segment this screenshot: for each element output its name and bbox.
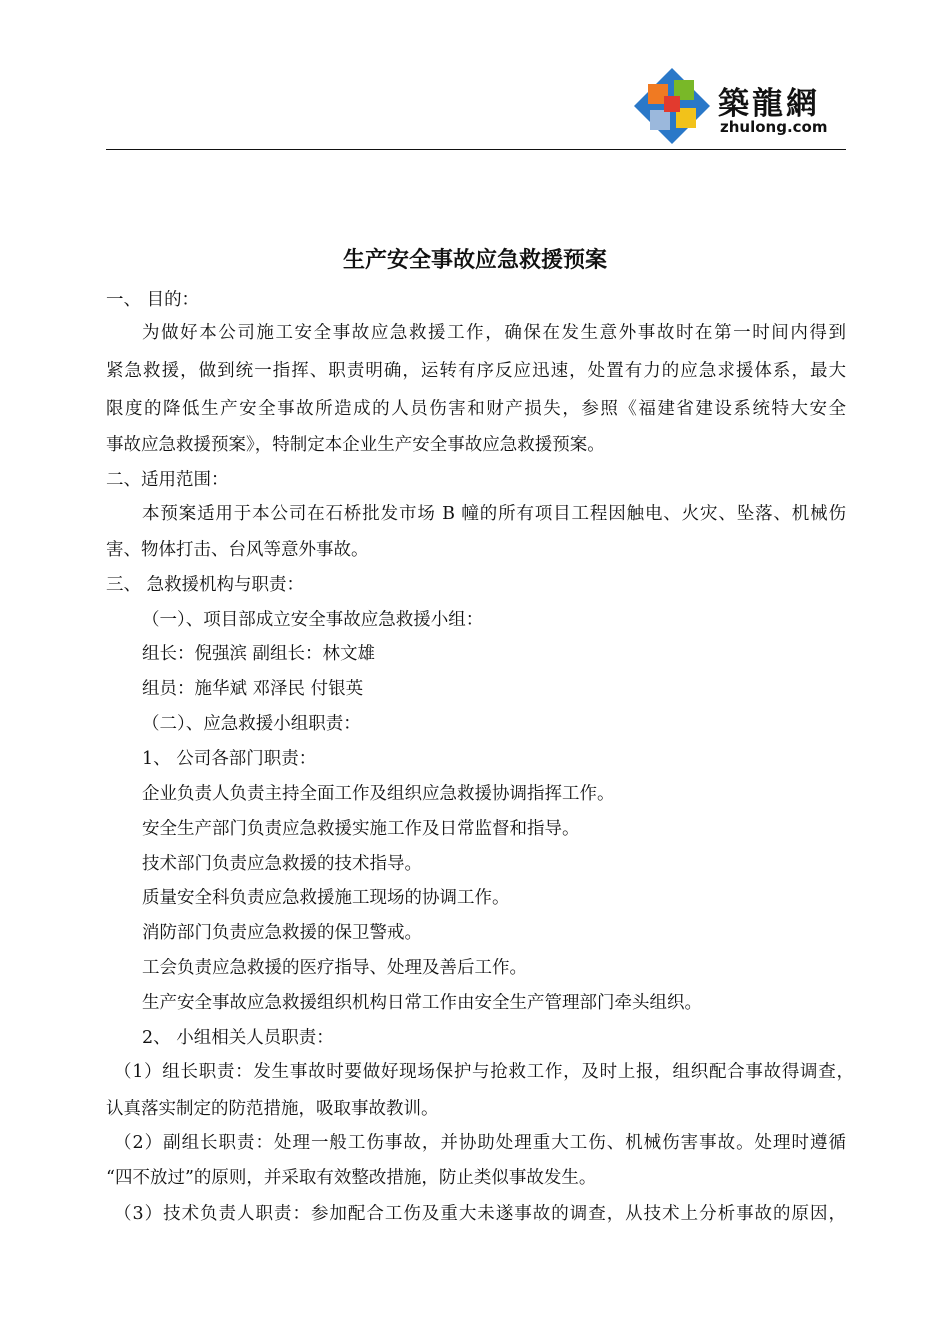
section-1-heading: 一、 目的： [106, 290, 200, 310]
zhulong-logo-mark-icon [632, 66, 712, 146]
subsection-heading: （一）、项目部成立安全事故应急救援小组： [142, 610, 484, 630]
section-1-paragraph: 紧急救援，做到统一指挥、职责明确，运转有序反应迅速，处置有力的应急求援体系，最大 [106, 361, 846, 381]
role-duty-line: （3）技术负责人职责：参加配合工伤及重大未遂事故的调查，从技术上分析事故的原因， [114, 1204, 846, 1224]
section-1-paragraph: 限度的降低生产安全事故所造成的人员伤害和财产损失，参照《福建省建设系统特大安全 [106, 399, 846, 419]
duty-line: 企业负责人负责主持全面工作及组织应急救援协调指挥工作。 [142, 784, 615, 804]
role-duty-line: 认真落实制定的防范措施，吸取事故教训。 [106, 1099, 439, 1119]
zhulong-logo [632, 66, 846, 146]
duty-line: 安全生产部门负责应急救援实施工作及日常监督和指导。 [142, 819, 580, 839]
role-duty-line: （1）组长职责：发生事故时要做好现场保护与抢救工作，及时上报，组织配合事故得调查， [114, 1062, 854, 1082]
role-duty-line: “四不放过”的原则，并采取有效整改措施，防止类似事故发生。 [106, 1168, 597, 1188]
section-2-heading: 二、适用范围： [106, 470, 229, 490]
section-1-paragraph: 为做好本公司施工安全事故应急救援工作，确保在发生意外事故时在第一时间内得到 [142, 323, 846, 343]
team-leaders: 组长：倪强滨 副组长：林文雄 [142, 644, 376, 664]
logo-english-text: zhulong.com [720, 118, 828, 136]
duty-line: 质量安全科负责应急救援施工现场的协调工作。 [142, 888, 510, 908]
subsection-heading: （二）、应急救援小组职责： [142, 714, 361, 734]
logo-chinese-text: 築龍網 [718, 86, 820, 122]
duty-line: 生产安全事故应急救援组织机构日常工作由安全生产管理部门牵头组织。 [142, 993, 702, 1013]
section-1-paragraph: 事故应急救援预案》，特制定本企业生产安全事故应急救援预案。 [106, 435, 605, 455]
team-members: 组员：施华斌 邓泽民 付银英 [142, 679, 364, 699]
numbered-item-heading: 1、 公司各部门职责： [142, 749, 317, 769]
section-2-paragraph: 本预案适用于本公司在石桥批发市场 B 幢的所有项目工程因触电、火灾、坠落、机械伤 [142, 504, 846, 524]
section-2-paragraph: 害、物体打击、台风等意外事故。 [106, 540, 369, 560]
role-duty-line: （2）副组长职责：处理一般工伤事故，并协助处理重大工伤、机械伤害事故。处理时遵循 [114, 1133, 846, 1153]
numbered-item-heading: 2、 小组相关人员职责： [142, 1028, 334, 1048]
header-divider [106, 149, 846, 150]
duty-line: 技术部门负责应急救援的技术指导。 [142, 854, 422, 874]
duty-line: 工会负责应急救援的医疗指导、处理及善后工作。 [142, 958, 527, 978]
document-title: 生产安全事故应急救援预案 [342, 248, 607, 273]
section-3-heading: 三、 急救援机构与职责： [106, 575, 305, 595]
duty-line: 消防部门负责应急救援的保卫警戒。 [142, 923, 422, 943]
